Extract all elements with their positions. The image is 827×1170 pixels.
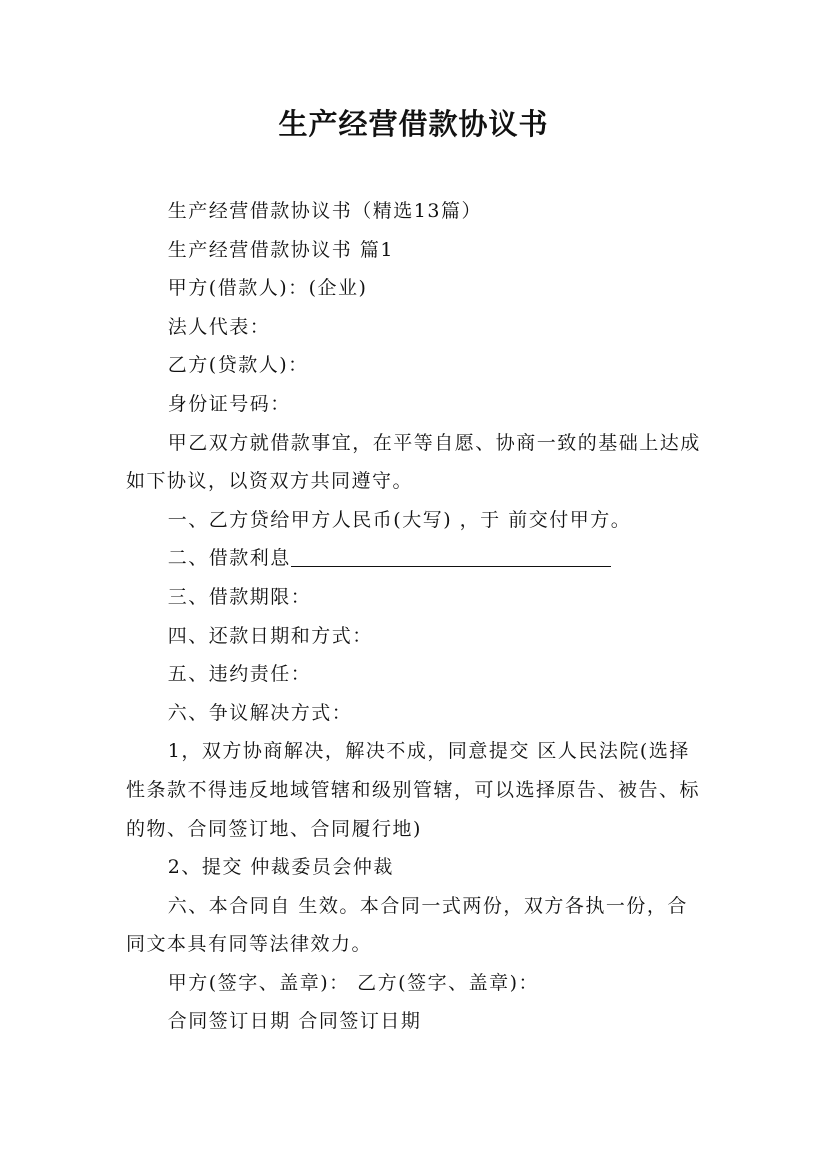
interest-blank-line [291, 544, 611, 567]
paragraph-signing-dates: 合同签订日期 合同签订日期 [167, 1010, 422, 1033]
paragraph-chapter-heading: 生产经营借款协议书 篇1 [167, 238, 394, 261]
document-title: 生产经营借款协议书 [278, 107, 549, 141]
paragraph-clause-3: 三、借款期限： [167, 585, 312, 608]
paragraph-clause-1: 一、乙方贷给甲方人民币(大写) ，于 前交付甲方。 [167, 508, 632, 531]
paragraph-clause-4: 四、还款日期和方式： [167, 624, 373, 647]
paragraph-subtitle: 生产经营借款协议书（精选13篇） [167, 200, 482, 222]
paragraph-party-b: 乙方(贷款人)： [167, 354, 309, 377]
paragraph-dispute-option-1: 1，双方协商解决，解决不成，同意提交 区人民法院(选择性条款不得违反地域管辖和级别管辖，可以选择原告、被告、标的物、合同签订地、合同履行地) [126, 740, 701, 840]
clause-2-label: 二、借款利息 [167, 547, 291, 570]
paragraph-clause-5: 五、违约责任： [167, 663, 312, 686]
paragraph-dispute-option-2: 2、提交 仲裁委员会仲裁 [167, 856, 394, 879]
paragraph-agreement-intro: 甲乙双方就借款事宜，在平等自愿、协商一致的基础上达成如下协议，以资双方共同遵守。 [126, 431, 701, 493]
paragraph-clause-2 [126, 539, 706, 578]
document-body [126, 192, 706, 1041]
paragraph-party-a: 甲方(借款人)：(企业) [167, 277, 368, 300]
paragraph-id-number: 身份证号码： [167, 392, 291, 415]
paragraph-signatures: 甲方(签字、盖章)： 乙方(签字、盖章)： [167, 971, 539, 994]
paragraph-clause-6: 六、争议解决方式： [167, 701, 353, 724]
paragraph-legal-rep: 法人代表： [167, 315, 271, 338]
paragraph-effectiveness: 六、本合同自 生效。本合同一式两份，双方各执一份，合同文本具有同等法律效力。 [126, 894, 688, 956]
